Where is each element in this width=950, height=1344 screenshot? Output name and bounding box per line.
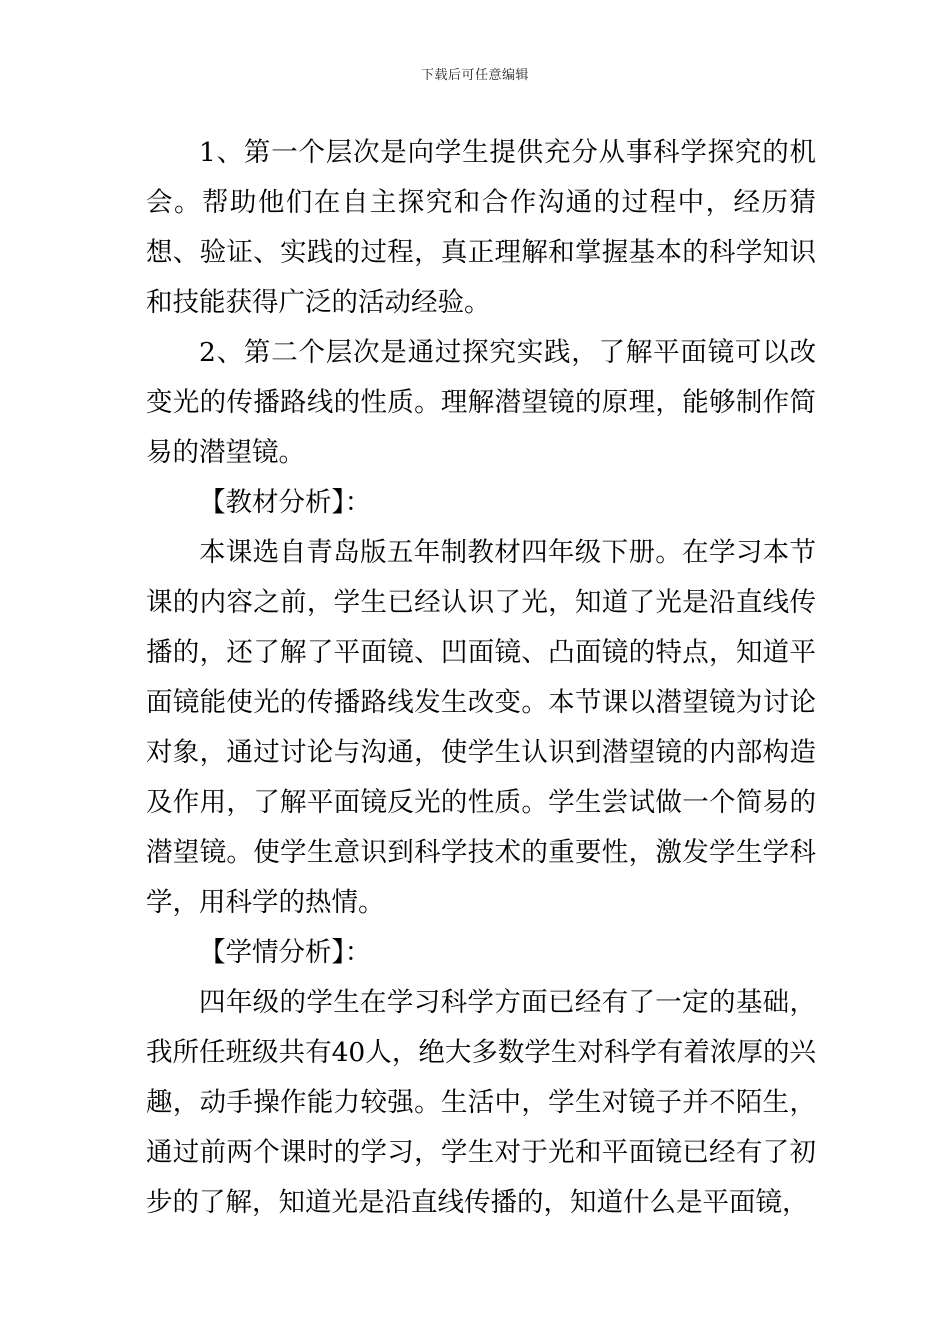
paragraph-student-analysis: 四年级的学生在学习科学方面已经有了一定的基础，我所任班级共有40人，绝大多数学生对科学有着浓厚的兴趣，动手操作能力较强。生活中，学生对镜子并不陌生，通过前两个课时的学习，学生对于光和平面镜已经有了初步的了解，知道光是沿直线传播的，知道什么是平面镜，	[146, 987, 816, 1218]
heading-materials-analysis: 【教材分析】：	[199, 487, 372, 518]
page-header-note: 下载后可任意编辑	[420, 68, 529, 83]
paragraph-level-two: 2、第二个层次是通过探究实践，了解平面镜可以改变光的传播路线的性质。理解潜望镜的原理，能够制作简易的潜望镜。	[146, 337, 816, 468]
document-body	[146, 128, 816, 1228]
heading-student-analysis: 【学情分析】：	[199, 937, 372, 968]
paragraph-level-one: 1、第一个层次是向学生提供充分从事科学探究的机会。帮助他们在自主探究和合作沟通的过程中，经历猜想、验证、实践的过程，真正理解和掌握基本的科学知识和技能获得广泛的活动经验。	[146, 137, 816, 318]
paragraph-materials-analysis: 本课选自青岛版五年制教材四年级下册。在学习本节课的内容之前，学生已经认识了光，知道了光是沿直线传播的，还了解了平面镜、凹面镜、凸面镜的特点，知道平面镜能使光的传播路线发生改变。本节课以潜望镜为讨论对象，通过讨论与沟通，使学生认识到潜望镜的内部构造及作用，了解平面镜反光的性质。学生尝试做一个简易的潜望镜。使学生意识到科学技术的重要性，激发学生学科学，用科学的热情。	[146, 537, 816, 918]
